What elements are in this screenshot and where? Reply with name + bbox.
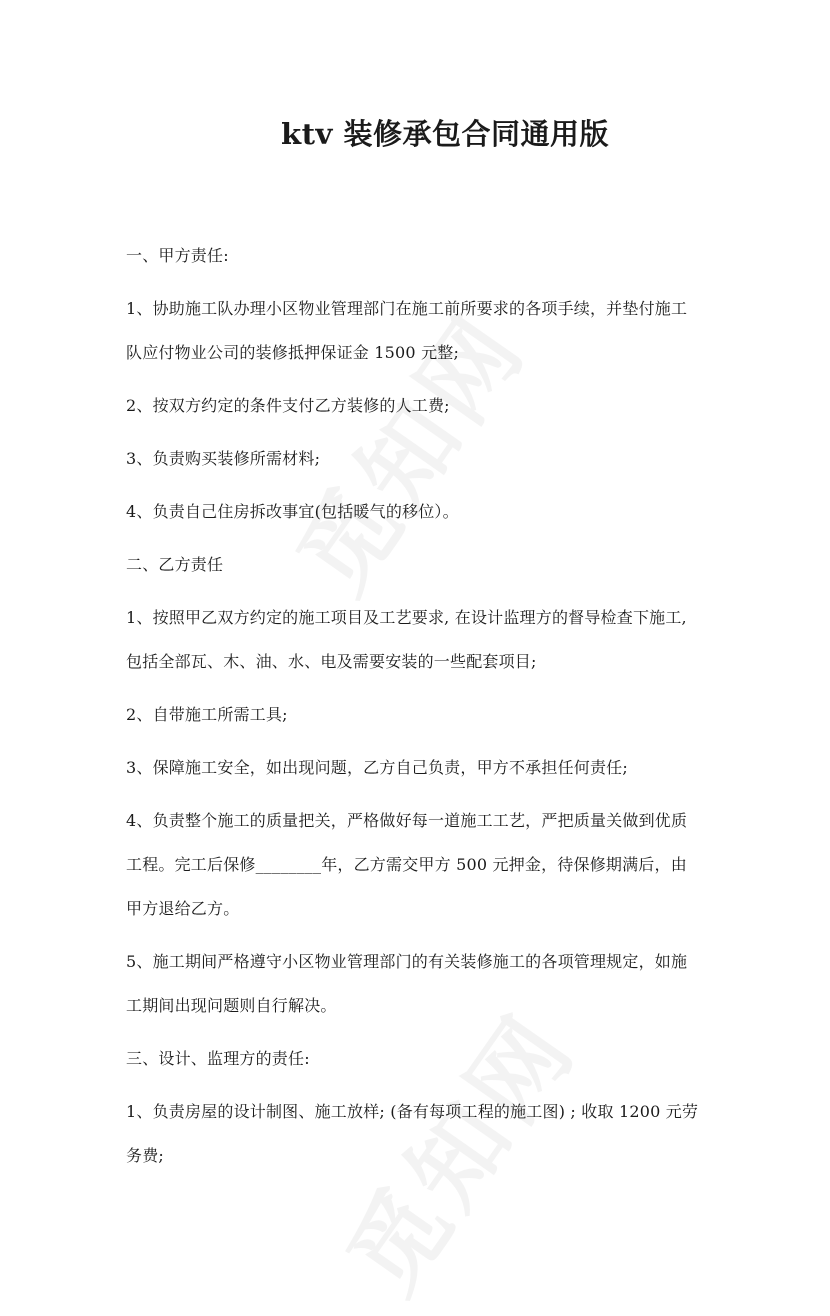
paragraph-line: 2、按双方约定的条件支付乙方装修的人工费; <box>126 396 450 415</box>
section-heading: 三、设计、监理方的责任: <box>126 1049 310 1068</box>
paragraph-line: 4、负责自己住房拆改事宜(包括暖气的移位）。 <box>126 502 459 521</box>
paragraph-line: 3、负责购买装修所需材料; <box>126 449 321 468</box>
paragraph-line: 2、自带施工所需工具; <box>126 705 288 724</box>
paragraph-line: 1、协助施工队办理小区物业管理部门在施工前所要求的各项手续，并垫付施工 <box>126 299 688 318</box>
section-heading: 二、乙方责任 <box>126 555 224 574</box>
document-body <box>126 234 711 1178</box>
paragraph-line: 工程。完工后保修________年，乙方需交甲方 500 元押金，待保修期满后，由 <box>126 855 687 874</box>
paragraph-line: 队应付物业公司的装修抵押保证金 1500 元整; <box>126 343 460 362</box>
paragraph-line: 5、施工期间严格遵守小区物业管理部门的有关装修施工的各项管理规定，如施 <box>126 952 688 971</box>
paragraph-line: 务费; <box>126 1146 164 1165</box>
paragraph-line: 1、按照甲乙双方约定的施工项目及工艺要求, 在设计监理方的督导检查下施工, <box>126 608 687 627</box>
section-heading: 一、甲方责任: <box>126 246 229 265</box>
paragraph-line: 3、保障施工安全，如出现问题，乙方自己负责，甲方不承担任何责任; <box>126 758 628 777</box>
paragraph-line: 4、负责整个施工的质量把关，严格做好每一道施工工艺，严把质量关做到优质 <box>126 811 688 830</box>
paragraph-line: 1、负责房屋的设计制图、施工放样; (备有每项工程的施工图) ; 收取 1200 元劳 <box>126 1102 699 1121</box>
paragraph-line: 包括全部瓦、木、油、水、电及需要安装的一些配套项目; <box>126 652 537 671</box>
paragraph-line: 甲方退给乙方。 <box>126 899 240 918</box>
paragraph-line: 工期间出现问题则自行解决。 <box>126 996 337 1015</box>
document-title: ktv 装修承包合同通用版 <box>281 117 609 151</box>
